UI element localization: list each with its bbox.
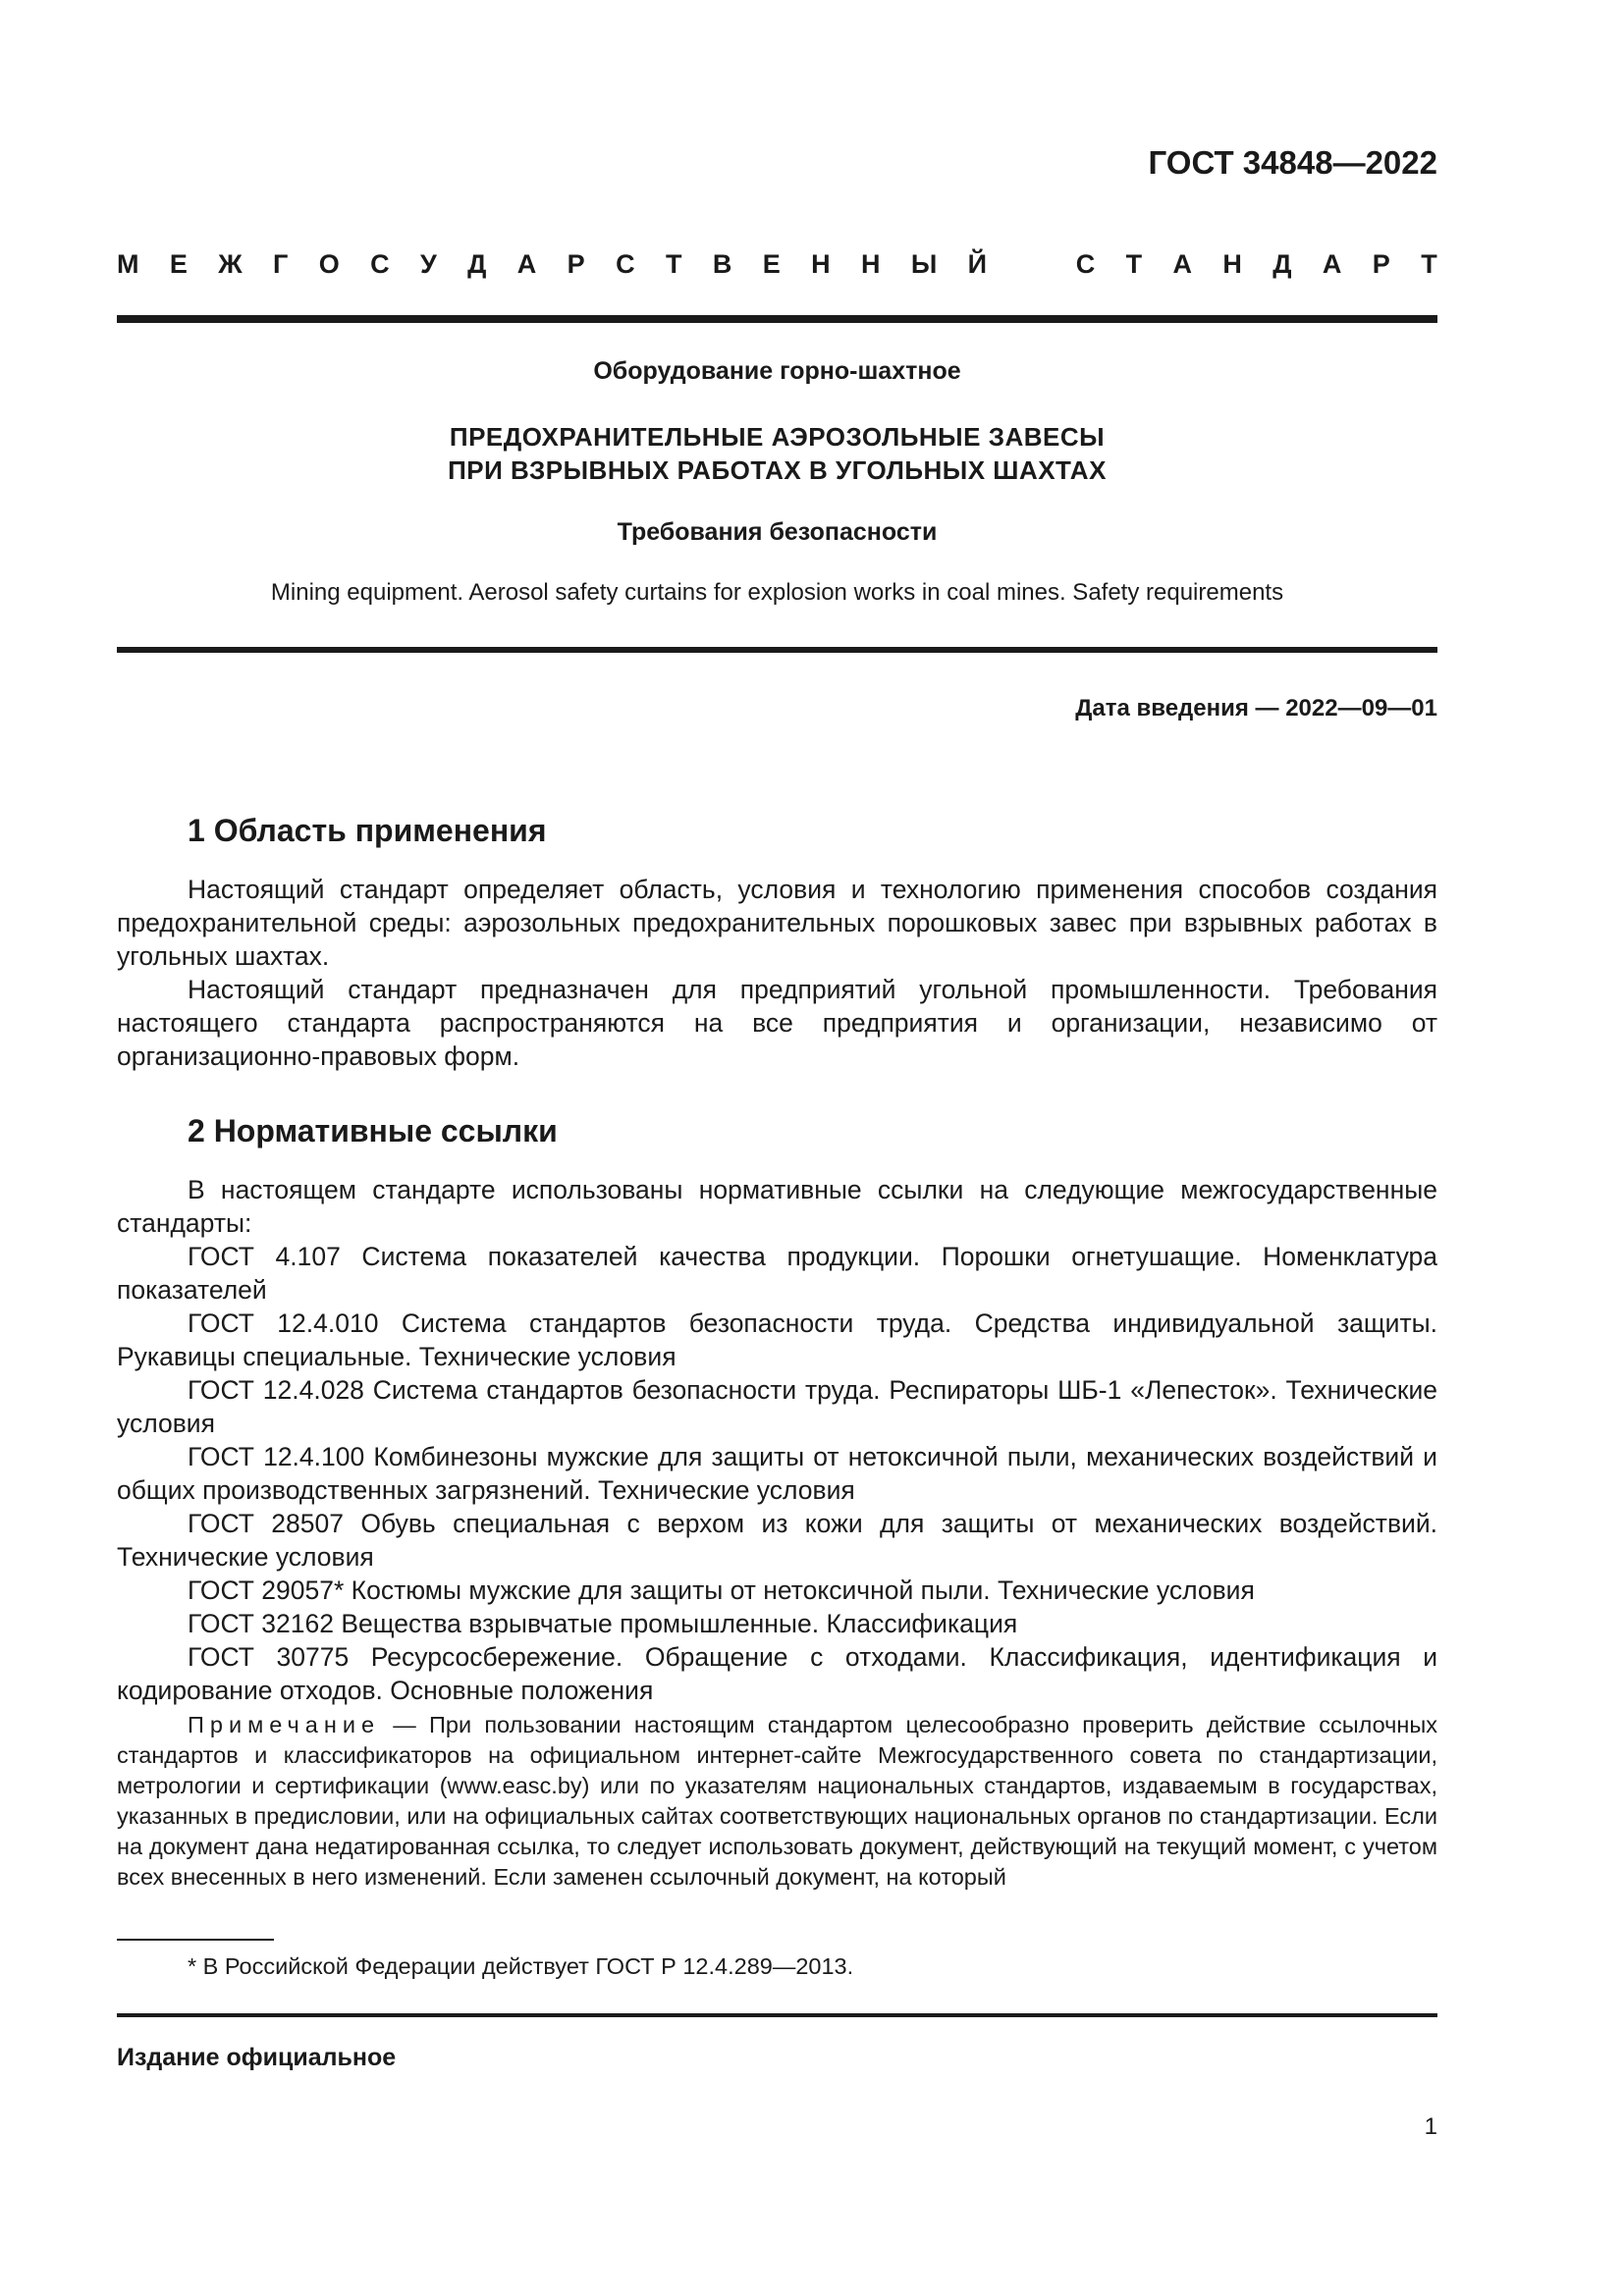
banner-letter: Р: [567, 249, 585, 279]
section-heading: 1 Область применения: [188, 813, 547, 848]
banner-letter: С: [370, 249, 390, 279]
section-heading: 2 Нормативные ссылки: [188, 1113, 558, 1148]
note-paragraph: [117, 1710, 1437, 1893]
banner-letter: Т: [1421, 249, 1437, 279]
banner-letter: В: [712, 249, 732, 279]
banner-letter: А: [1172, 249, 1193, 279]
paragraph: Настоящий стандарт определяет область, условия и технологию применения способов создания предохранительной среды: аэрозольных предохранительных порошковых завес при взрывных работах в угольных шахтах.: [117, 875, 1437, 971]
note-text: — При пользовании настоящим стандартом целесообразно проверить действие ссылочных стандартов и классификаторов на официальном интернет-сайте Межгосударственного совета по стандартизации, метрологии и сертификации (www.easc.by) или по указателям национальных стандартов, издаваемым в государствах, указанных в предисловии, или на официальных сайтах соответствующих национальных органов по стандартизации. Если на документ дана недатированная ссылка, то следует использовать документ, действующий на текущий момент, с учетом всех внесенных в него изменений. Если заменен ссылочный документ, на который: [117, 1712, 1437, 1890]
banner-letter: Ж: [218, 249, 243, 279]
edition-label: Издание официальное: [117, 2044, 397, 2071]
requirements-title: Требования безопасности: [617, 518, 938, 546]
reference-item: ГОСТ 30775 Ресурсосбережение. Обращение с отходами. Классификация, идентификация и кодирование отходов. Основные положения: [117, 1642, 1437, 1705]
banner-letter: Т: [665, 249, 682, 279]
banner-letter: М: [117, 249, 139, 279]
banner-letter: Н: [860, 249, 881, 279]
section-body: [117, 873, 1437, 1073]
paragraph: В настоящем стандарте использованы нормативные ссылки на следующие межгосударственные стандарты:: [117, 1175, 1437, 1238]
standard-type-banner: [117, 249, 1437, 280]
reference-item: ГОСТ 32162 Вещества взрывчатые промышленные. Классификация: [188, 1609, 1018, 1638]
banner-letter: С: [1075, 249, 1096, 279]
banner-letter: Г: [273, 249, 289, 279]
banner-letter: Й: [967, 249, 988, 279]
banner-letter: Р: [1372, 249, 1390, 279]
reference-item: ГОСТ 12.4.100 Комбинезоны мужские для защиты от нетоксичной пыли, механических воздействий и общих производственных загрязнений. Технические условия: [117, 1442, 1437, 1505]
note-label: Примечание: [188, 1712, 381, 1737]
banner-letter: Е: [762, 249, 781, 279]
document-subtitle: Оборудование горно-шахтное: [593, 357, 961, 385]
document-title: [117, 420, 1437, 487]
banner-letter: О: [318, 249, 340, 279]
banner-letter: Е: [169, 249, 188, 279]
header-divider: [117, 315, 1437, 323]
reference-item: ГОСТ 29057* Костюмы мужские для защиты от нетоксичной пыли. Технические условия: [188, 1575, 1255, 1605]
banner-letter: Д: [1272, 249, 1292, 279]
reference-item: ГОСТ 12.4.028 Система стандартов безопасности труда. Респираторы ШБ-1 «Лепесток». Технические условия: [117, 1375, 1437, 1438]
banner-letter: Д: [467, 249, 487, 279]
banner-word-gap: [1017, 249, 1045, 280]
reference-item: ГОСТ 28507 Обувь специальная с верхом из кожи для защиты от механических воздействий. Технические условия: [117, 1509, 1437, 1572]
title-divider: [117, 647, 1437, 653]
document-title-line: ПРЕДОХРАНИТЕЛЬНЫЕ АЭРОЗОЛЬНЫЕ ЗАВЕСЫ: [449, 422, 1106, 452]
effective-date: Дата введения — 2022—09—01: [1075, 695, 1437, 721]
section-body: [117, 1173, 1437, 1707]
page-number: 1: [1424, 2113, 1437, 2140]
reference-item: ГОСТ 12.4.010 Система стандартов безопасности труда. Средства индивидуальной защиты. Рукавицы специальные. Технические условия: [117, 1308, 1437, 1371]
paragraph: Настоящий стандарт предназначен для предприятий угольной промышленности. Требования настоящего стандарта распространяются на все предприятия и организации, независимо от организационно-правовых форм.: [117, 975, 1437, 1071]
reference-item: ГОСТ 4.107 Система показателей качества продукции. Порошки огнетушащие. Номенклатура показателей: [117, 1242, 1437, 1305]
banner-letter: У: [420, 249, 437, 279]
footnote: * В Российской Федерации действует ГОСТ Р 12.4.289—2013.: [188, 1953, 854, 1979]
standard-code: ГОСТ 34848—2022: [1148, 144, 1437, 181]
banner-letter: Т: [1125, 249, 1143, 279]
english-title: Mining equipment. Aerosol safety curtains for explosion works in coal mines. Safety requirements: [270, 579, 1284, 606]
banner-letter: С: [616, 249, 635, 279]
banner-letter: А: [1322, 249, 1342, 279]
banner-letter: Н: [811, 249, 831, 279]
banner-letter: Н: [1222, 249, 1242, 279]
footer-divider: [117, 2013, 1437, 2017]
note-block: [117, 1710, 1437, 1893]
document-title-line: ПРИ ВЗРЫВНЫХ РАБОТАХ В УГОЛЬНЫХ ШАХТАХ: [448, 455, 1107, 485]
banner-letter: А: [516, 249, 537, 279]
document-page: [117, 0, 1437, 2296]
footnote-divider: [117, 1939, 274, 1941]
banner-letter: Ы: [910, 249, 938, 279]
